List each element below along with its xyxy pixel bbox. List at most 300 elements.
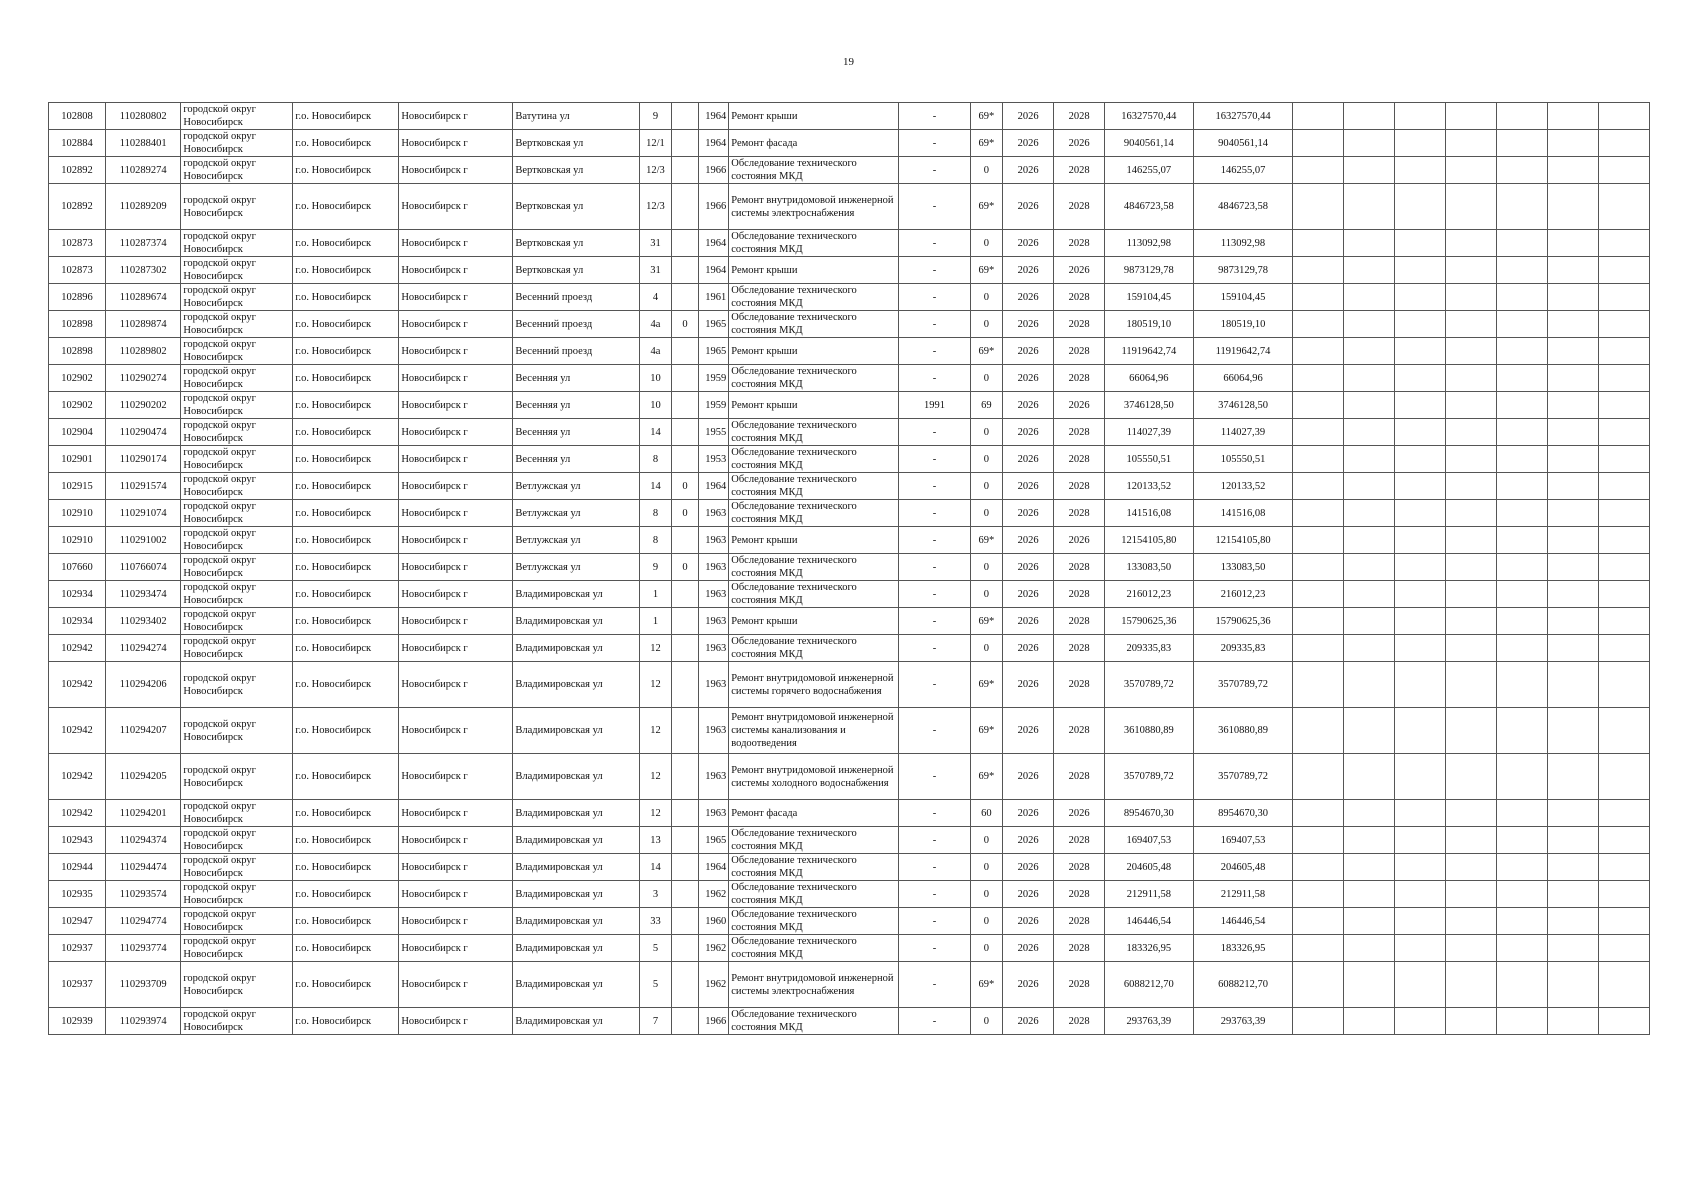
row-district: городской округ Новосибирск bbox=[181, 527, 293, 554]
row-city: Новосибирск г bbox=[399, 392, 513, 419]
row-total: 133083,50 bbox=[1193, 554, 1293, 581]
row-empty-cell bbox=[1446, 473, 1497, 500]
row-empty-cell bbox=[1446, 754, 1497, 800]
row-street: Владимировская ул bbox=[513, 962, 639, 1008]
row-id: 102873 bbox=[49, 230, 106, 257]
row-wear: 69* bbox=[970, 130, 1003, 157]
table-row bbox=[49, 473, 1650, 500]
row-street: Владимировская ул bbox=[513, 935, 639, 962]
row-work-type: Ремонт внутридомовой инженерной системы электроснабжения bbox=[729, 184, 899, 230]
row-id: 102942 bbox=[49, 754, 106, 800]
row-district: городской округ Новосибирск bbox=[181, 962, 293, 1008]
row-municipality: г.о. Новосибирск bbox=[293, 827, 399, 854]
row-code: 110280802 bbox=[106, 103, 181, 130]
row-empty-cell bbox=[1395, 103, 1446, 130]
row-cost: 6088212,70 bbox=[1105, 962, 1194, 1008]
row-empty-cell bbox=[1344, 635, 1395, 662]
row-id: 102942 bbox=[49, 635, 106, 662]
row-empty-cell bbox=[1548, 1008, 1599, 1035]
row-total: 6088212,70 bbox=[1193, 962, 1293, 1008]
row-street: Весенняя ул bbox=[513, 392, 639, 419]
row-year: 1963 bbox=[698, 554, 729, 581]
row-total: 16327570,44 bbox=[1193, 103, 1293, 130]
row-plan-end: 2028 bbox=[1054, 935, 1105, 962]
row-empty-cell bbox=[1395, 419, 1446, 446]
row-wear: 0 bbox=[970, 311, 1003, 338]
row-year: 1963 bbox=[698, 581, 729, 608]
row-prev-repair-year: - bbox=[899, 554, 970, 581]
row-empty-cell bbox=[1395, 230, 1446, 257]
row-street: Владимировская ул bbox=[513, 754, 639, 800]
row-prev-repair-year: - bbox=[899, 338, 970, 365]
row-plan-end: 2028 bbox=[1054, 754, 1105, 800]
row-municipality: г.о. Новосибирск bbox=[293, 708, 399, 754]
row-year: 1959 bbox=[698, 365, 729, 392]
row-street: Весенний проезд bbox=[513, 284, 639, 311]
row-year: 1965 bbox=[698, 827, 729, 854]
row-building bbox=[672, 962, 698, 1008]
table-row bbox=[49, 1008, 1650, 1035]
row-empty-cell bbox=[1293, 419, 1344, 446]
row-street: Вертковская ул bbox=[513, 130, 639, 157]
row-building bbox=[672, 827, 698, 854]
row-wear: 0 bbox=[970, 473, 1003, 500]
row-empty-cell bbox=[1497, 1008, 1548, 1035]
row-code: 110766074 bbox=[106, 554, 181, 581]
row-plan-start: 2026 bbox=[1003, 554, 1054, 581]
row-id: 102904 bbox=[49, 419, 106, 446]
row-wear: 69* bbox=[970, 708, 1003, 754]
row-city: Новосибирск г bbox=[399, 419, 513, 446]
row-total: 105550,51 bbox=[1193, 446, 1293, 473]
row-cost: 120133,52 bbox=[1105, 473, 1194, 500]
table-row bbox=[49, 708, 1650, 754]
row-city: Новосибирск г bbox=[399, 908, 513, 935]
row-empty-cell bbox=[1344, 365, 1395, 392]
table-row bbox=[49, 338, 1650, 365]
row-work-type: Обследование технического состояния МКД bbox=[729, 935, 899, 962]
row-house: 14 bbox=[639, 419, 672, 446]
row-year: 1962 bbox=[698, 962, 729, 1008]
row-code: 110294206 bbox=[106, 662, 181, 708]
row-empty-cell bbox=[1598, 1008, 1649, 1035]
row-work-type: Ремонт фасада bbox=[729, 800, 899, 827]
table-row bbox=[49, 854, 1650, 881]
row-cost: 141516,08 bbox=[1105, 500, 1194, 527]
row-empty-cell bbox=[1293, 854, 1344, 881]
row-year: 1965 bbox=[698, 338, 729, 365]
row-total: 159104,45 bbox=[1193, 284, 1293, 311]
row-house: 13 bbox=[639, 827, 672, 854]
row-empty-cell bbox=[1395, 608, 1446, 635]
row-work-type: Ремонт внутридомовой инженерной системы электроснабжения bbox=[729, 962, 899, 1008]
row-municipality: г.о. Новосибирск bbox=[293, 338, 399, 365]
row-municipality: г.о. Новосибирск bbox=[293, 103, 399, 130]
row-plan-end: 2026 bbox=[1054, 527, 1105, 554]
row-empty-cell bbox=[1395, 581, 1446, 608]
row-empty-cell bbox=[1497, 635, 1548, 662]
row-cost: 3746128,50 bbox=[1105, 392, 1194, 419]
row-empty-cell bbox=[1293, 935, 1344, 962]
row-plan-start: 2026 bbox=[1003, 881, 1054, 908]
table-row bbox=[49, 962, 1650, 1008]
row-city: Новосибирск г bbox=[399, 1008, 513, 1035]
row-total: 183326,95 bbox=[1193, 935, 1293, 962]
row-empty-cell bbox=[1548, 581, 1599, 608]
row-wear: 0 bbox=[970, 554, 1003, 581]
row-municipality: г.о. Новосибирск bbox=[293, 392, 399, 419]
row-work-type: Ремонт крыши bbox=[729, 103, 899, 130]
row-empty-cell bbox=[1497, 338, 1548, 365]
row-empty-cell bbox=[1497, 800, 1548, 827]
row-empty-cell bbox=[1293, 392, 1344, 419]
table-row bbox=[49, 908, 1650, 935]
row-plan-start: 2026 bbox=[1003, 581, 1054, 608]
row-total: 209335,83 bbox=[1193, 635, 1293, 662]
row-empty-cell bbox=[1548, 500, 1599, 527]
row-municipality: г.о. Новосибирск bbox=[293, 419, 399, 446]
row-empty-cell bbox=[1395, 827, 1446, 854]
row-empty-cell bbox=[1395, 257, 1446, 284]
row-house: 12/3 bbox=[639, 184, 672, 230]
row-prev-repair-year: - bbox=[899, 1008, 970, 1035]
row-year: 1959 bbox=[698, 392, 729, 419]
row-empty-cell bbox=[1497, 908, 1548, 935]
row-empty-cell bbox=[1395, 130, 1446, 157]
row-cost: 212911,58 bbox=[1105, 881, 1194, 908]
row-building bbox=[672, 257, 698, 284]
row-total: 120133,52 bbox=[1193, 473, 1293, 500]
row-year: 1963 bbox=[698, 527, 729, 554]
row-empty-cell bbox=[1497, 608, 1548, 635]
row-empty-cell bbox=[1598, 392, 1649, 419]
row-cost: 66064,96 bbox=[1105, 365, 1194, 392]
row-cost: 105550,51 bbox=[1105, 446, 1194, 473]
row-street: Весенняя ул bbox=[513, 365, 639, 392]
row-building bbox=[672, 635, 698, 662]
row-street: Ветлужская ул bbox=[513, 527, 639, 554]
row-street: Весенняя ул bbox=[513, 446, 639, 473]
row-work-type: Обследование технического состояния МКД bbox=[729, 635, 899, 662]
row-year: 1955 bbox=[698, 419, 729, 446]
row-empty-cell bbox=[1395, 554, 1446, 581]
row-municipality: г.о. Новосибирск bbox=[293, 908, 399, 935]
row-city: Новосибирск г bbox=[399, 365, 513, 392]
row-empty-cell bbox=[1344, 500, 1395, 527]
row-cost: 293763,39 bbox=[1105, 1008, 1194, 1035]
row-work-type: Ремонт внутридомовой инженерной системы горячего водоснабжения bbox=[729, 662, 899, 708]
table-row bbox=[49, 311, 1650, 338]
row-prev-repair-year: - bbox=[899, 608, 970, 635]
row-empty-cell bbox=[1344, 184, 1395, 230]
row-code: 110290202 bbox=[106, 392, 181, 419]
row-empty-cell bbox=[1548, 184, 1599, 230]
row-plan-start: 2026 bbox=[1003, 157, 1054, 184]
row-plan-end: 2028 bbox=[1054, 908, 1105, 935]
row-code: 110287374 bbox=[106, 230, 181, 257]
row-year: 1966 bbox=[698, 184, 729, 230]
row-empty-cell bbox=[1446, 103, 1497, 130]
row-city: Новосибирск г bbox=[399, 500, 513, 527]
row-code: 110293474 bbox=[106, 581, 181, 608]
row-work-type: Ремонт фасада bbox=[729, 130, 899, 157]
row-prev-repair-year: - bbox=[899, 500, 970, 527]
row-empty-cell bbox=[1395, 908, 1446, 935]
row-empty-cell bbox=[1344, 392, 1395, 419]
row-plan-start: 2026 bbox=[1003, 338, 1054, 365]
row-empty-cell bbox=[1344, 157, 1395, 184]
row-street: Владимировская ул bbox=[513, 1008, 639, 1035]
row-empty-cell bbox=[1598, 446, 1649, 473]
row-empty-cell bbox=[1395, 284, 1446, 311]
table-body bbox=[49, 103, 1650, 1035]
row-empty-cell bbox=[1293, 130, 1344, 157]
row-district: городской округ Новосибирск bbox=[181, 662, 293, 708]
row-year: 1961 bbox=[698, 284, 729, 311]
row-id: 102910 bbox=[49, 500, 106, 527]
row-id: 102937 bbox=[49, 935, 106, 962]
row-house: 12 bbox=[639, 635, 672, 662]
row-municipality: г.о. Новосибирск bbox=[293, 365, 399, 392]
row-building bbox=[672, 662, 698, 708]
row-empty-cell bbox=[1293, 257, 1344, 284]
row-plan-start: 2026 bbox=[1003, 446, 1054, 473]
row-house: 12/3 bbox=[639, 157, 672, 184]
row-empty-cell bbox=[1548, 800, 1599, 827]
row-code: 110294474 bbox=[106, 854, 181, 881]
row-city: Новосибирск г bbox=[399, 446, 513, 473]
row-code: 110289274 bbox=[106, 157, 181, 184]
row-plan-end: 2028 bbox=[1054, 284, 1105, 311]
row-wear: 0 bbox=[970, 908, 1003, 935]
row-cost: 16327570,44 bbox=[1105, 103, 1194, 130]
row-empty-cell bbox=[1497, 230, 1548, 257]
row-work-type: Обследование технического состояния МКД bbox=[729, 473, 899, 500]
row-cost: 180519,10 bbox=[1105, 311, 1194, 338]
row-district: городской округ Новосибирск bbox=[181, 338, 293, 365]
row-work-type: Обследование технического состояния МКД bbox=[729, 230, 899, 257]
row-empty-cell bbox=[1497, 935, 1548, 962]
row-empty-cell bbox=[1548, 962, 1599, 1008]
row-empty-cell bbox=[1395, 754, 1446, 800]
row-building bbox=[672, 935, 698, 962]
row-id: 102902 bbox=[49, 392, 106, 419]
row-work-type: Обследование технического состояния МКД bbox=[729, 157, 899, 184]
row-empty-cell bbox=[1395, 311, 1446, 338]
row-total: 180519,10 bbox=[1193, 311, 1293, 338]
row-plan-start: 2026 bbox=[1003, 827, 1054, 854]
row-empty-cell bbox=[1293, 103, 1344, 130]
row-municipality: г.о. Новосибирск bbox=[293, 130, 399, 157]
row-municipality: г.о. Новосибирск bbox=[293, 257, 399, 284]
row-district: городской округ Новосибирск bbox=[181, 230, 293, 257]
row-year: 1964 bbox=[698, 257, 729, 284]
row-empty-cell bbox=[1598, 284, 1649, 311]
row-cost: 159104,45 bbox=[1105, 284, 1194, 311]
row-municipality: г.о. Новосибирск bbox=[293, 754, 399, 800]
row-district: городской округ Новосибирск bbox=[181, 130, 293, 157]
row-wear: 69* bbox=[970, 754, 1003, 800]
row-empty-cell bbox=[1446, 257, 1497, 284]
row-id: 102942 bbox=[49, 800, 106, 827]
row-building bbox=[672, 338, 698, 365]
row-plan-start: 2026 bbox=[1003, 662, 1054, 708]
row-street: Вертковская ул bbox=[513, 257, 639, 284]
row-empty-cell bbox=[1497, 103, 1548, 130]
row-year: 1963 bbox=[698, 608, 729, 635]
row-code: 110294274 bbox=[106, 635, 181, 662]
row-work-type: Обследование технического состояния МКД bbox=[729, 419, 899, 446]
row-empty-cell bbox=[1446, 157, 1497, 184]
row-total: 11919642,74 bbox=[1193, 338, 1293, 365]
row-empty-cell bbox=[1395, 338, 1446, 365]
row-year: 1965 bbox=[698, 311, 729, 338]
row-empty-cell bbox=[1598, 962, 1649, 1008]
row-code: 110293774 bbox=[106, 935, 181, 962]
row-street: Ватутина ул bbox=[513, 103, 639, 130]
row-empty-cell bbox=[1446, 1008, 1497, 1035]
row-municipality: г.о. Новосибирск bbox=[293, 800, 399, 827]
row-empty-cell bbox=[1344, 284, 1395, 311]
row-empty-cell bbox=[1497, 962, 1548, 1008]
row-empty-cell bbox=[1446, 365, 1497, 392]
row-work-type: Ремонт крыши bbox=[729, 338, 899, 365]
row-wear: 0 bbox=[970, 157, 1003, 184]
row-empty-cell bbox=[1395, 881, 1446, 908]
row-empty-cell bbox=[1446, 284, 1497, 311]
row-house: 8 bbox=[639, 500, 672, 527]
row-prev-repair-year: - bbox=[899, 446, 970, 473]
row-empty-cell bbox=[1344, 257, 1395, 284]
row-year: 1963 bbox=[698, 635, 729, 662]
row-id: 102934 bbox=[49, 608, 106, 635]
row-cost: 183326,95 bbox=[1105, 935, 1194, 962]
row-empty-cell bbox=[1344, 708, 1395, 754]
row-city: Новосибирск г bbox=[399, 708, 513, 754]
row-empty-cell bbox=[1598, 935, 1649, 962]
row-empty-cell bbox=[1293, 662, 1344, 708]
row-empty-cell bbox=[1497, 130, 1548, 157]
row-district: городской округ Новосибирск bbox=[181, 157, 293, 184]
row-plan-end: 2026 bbox=[1054, 800, 1105, 827]
row-year: 1964 bbox=[698, 130, 729, 157]
row-prev-repair-year: - bbox=[899, 284, 970, 311]
row-prev-repair-year: - bbox=[899, 800, 970, 827]
row-empty-cell bbox=[1497, 184, 1548, 230]
row-municipality: г.о. Новосибирск bbox=[293, 311, 399, 338]
row-empty-cell bbox=[1446, 419, 1497, 446]
row-code: 110293709 bbox=[106, 962, 181, 1008]
row-year: 1963 bbox=[698, 754, 729, 800]
row-prev-repair-year: - bbox=[899, 581, 970, 608]
row-plan-end: 2026 bbox=[1054, 257, 1105, 284]
row-street: Весенний проезд bbox=[513, 311, 639, 338]
row-street: Весенняя ул bbox=[513, 419, 639, 446]
row-empty-cell bbox=[1446, 184, 1497, 230]
row-total: 293763,39 bbox=[1193, 1008, 1293, 1035]
row-street: Вертковская ул bbox=[513, 230, 639, 257]
row-year: 1964 bbox=[698, 103, 729, 130]
row-wear: 0 bbox=[970, 881, 1003, 908]
row-id: 102873 bbox=[49, 257, 106, 284]
row-empty-cell bbox=[1293, 608, 1344, 635]
row-building: 0 bbox=[672, 311, 698, 338]
row-empty-cell bbox=[1344, 662, 1395, 708]
row-empty-cell bbox=[1548, 284, 1599, 311]
row-total: 12154105,80 bbox=[1193, 527, 1293, 554]
row-empty-cell bbox=[1548, 527, 1599, 554]
row-empty-cell bbox=[1497, 500, 1548, 527]
row-city: Новосибирск г bbox=[399, 608, 513, 635]
row-city: Новосибирск г bbox=[399, 473, 513, 500]
row-cost: 216012,23 bbox=[1105, 581, 1194, 608]
row-year: 1963 bbox=[698, 708, 729, 754]
row-work-type: Обследование технического состояния МКД bbox=[729, 365, 899, 392]
row-empty-cell bbox=[1395, 365, 1446, 392]
row-empty-cell bbox=[1293, 184, 1344, 230]
row-empty-cell bbox=[1548, 708, 1599, 754]
row-district: городской округ Новосибирск bbox=[181, 473, 293, 500]
row-empty-cell bbox=[1344, 311, 1395, 338]
row-empty-cell bbox=[1598, 184, 1649, 230]
row-plan-end: 2028 bbox=[1054, 184, 1105, 230]
row-empty-cell bbox=[1395, 662, 1446, 708]
row-id: 102943 bbox=[49, 827, 106, 854]
row-empty-cell bbox=[1497, 881, 1548, 908]
row-total: 204605,48 bbox=[1193, 854, 1293, 881]
row-building bbox=[672, 854, 698, 881]
row-empty-cell bbox=[1344, 754, 1395, 800]
row-code: 110294374 bbox=[106, 827, 181, 854]
row-prev-repair-year: - bbox=[899, 130, 970, 157]
row-prev-repair-year: - bbox=[899, 230, 970, 257]
row-year: 1966 bbox=[698, 157, 729, 184]
row-empty-cell bbox=[1598, 581, 1649, 608]
row-id: 102942 bbox=[49, 662, 106, 708]
row-street: Ветлужская ул bbox=[513, 500, 639, 527]
row-city: Новосибирск г bbox=[399, 754, 513, 800]
row-municipality: г.о. Новосибирск bbox=[293, 1008, 399, 1035]
table-row bbox=[49, 608, 1650, 635]
row-empty-cell bbox=[1395, 800, 1446, 827]
row-empty-cell bbox=[1344, 554, 1395, 581]
row-plan-start: 2026 bbox=[1003, 908, 1054, 935]
row-municipality: г.о. Новосибирск bbox=[293, 554, 399, 581]
row-empty-cell bbox=[1446, 581, 1497, 608]
row-plan-end: 2028 bbox=[1054, 827, 1105, 854]
row-empty-cell bbox=[1598, 708, 1649, 754]
row-cost: 133083,50 bbox=[1105, 554, 1194, 581]
row-total: 146255,07 bbox=[1193, 157, 1293, 184]
table-row bbox=[49, 554, 1650, 581]
row-total: 9873129,78 bbox=[1193, 257, 1293, 284]
row-empty-cell bbox=[1446, 338, 1497, 365]
row-street: Ветлужская ул bbox=[513, 554, 639, 581]
row-building: 0 bbox=[672, 554, 698, 581]
row-cost: 12154105,80 bbox=[1105, 527, 1194, 554]
row-prev-repair-year: - bbox=[899, 662, 970, 708]
table-row bbox=[49, 446, 1650, 473]
row-total: 4846723,58 bbox=[1193, 184, 1293, 230]
table-row bbox=[49, 365, 1650, 392]
row-plan-start: 2026 bbox=[1003, 962, 1054, 1008]
row-plan-start: 2026 bbox=[1003, 473, 1054, 500]
row-empty-cell bbox=[1598, 881, 1649, 908]
row-id: 102901 bbox=[49, 446, 106, 473]
table-row bbox=[49, 800, 1650, 827]
row-wear: 69* bbox=[970, 184, 1003, 230]
row-year: 1963 bbox=[698, 662, 729, 708]
